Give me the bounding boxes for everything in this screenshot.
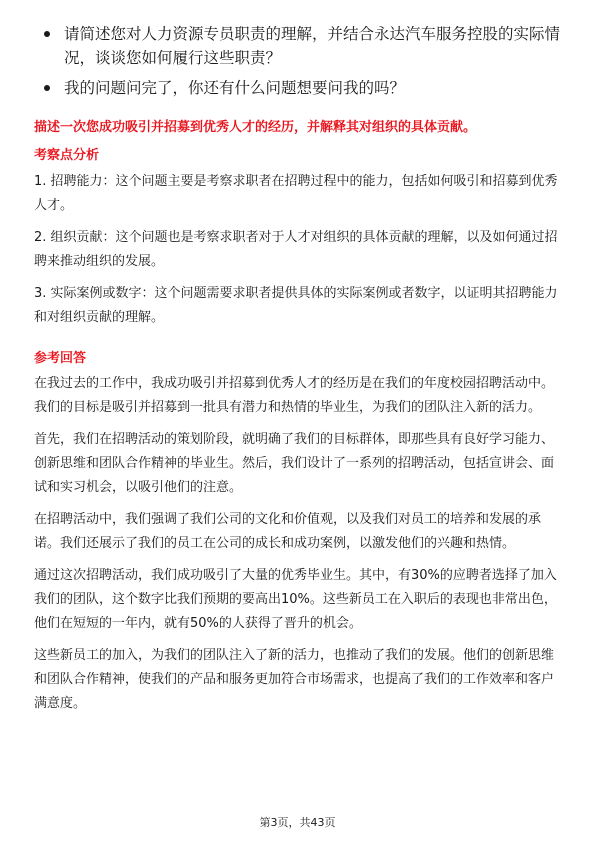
bullet-text: 我的问题问完了，你还有什么问题想要问我的吗？: [64, 79, 406, 97]
answer-paragraph: 通过这次招聘活动，我们成功吸引了大量的优秀毕业生。其中，有30%的应聘者选择了加入我们的团队，这个数字比我们预期的要高出10%。这些新员工在入职后的表现也非常出色，他们在短短的一年内，就有50%的人获得了晋升的机会。: [34, 568, 557, 631]
answer-paragraph: 首先，我们在招聘活动的策划阶段，就明确了我们的目标群体，即那些具有良好学习能力、创新思维和团队合作精神的毕业生。然后，我们设计了一系列的招聘活动，包括宣讲会、面试和实习机会，以吸引他们的注意。: [34, 432, 555, 495]
page-number: 第3页，共43页: [259, 816, 336, 829]
list-item: [40, 22, 570, 70]
answer-title: 参考回答: [34, 351, 87, 366]
bullet-dot-icon: [44, 85, 50, 91]
question-bullet-list: [40, 22, 570, 106]
answer-paragraph: 在招聘活动中，我们强调了我们公司的文化和价值观，以及我们对员工的培养和发展的承诺。我们还展示了我们的员工在公司的成长和成功案例，以激发他们的兴趣和热情。: [34, 512, 542, 551]
analysis-item: 1. 招聘能力：这个问题主要是考察求职者在招聘过程中的能力，包括如何吸引和招募到优秀人才。: [34, 174, 558, 213]
analysis-title: 考察点分析: [34, 148, 100, 163]
list-item: [40, 76, 570, 100]
bullet-text: 请简述您对人力资源专员职责的理解，并结合永达汽车服务控股的实际情况，谈谈您如何履行这些职责？: [64, 25, 561, 67]
bullet-dot-icon: [44, 31, 50, 37]
analysis-item: 2. 组织贡献：这个问题也是考察求职者对于人才对组织的具体贡献的理解，以及如何通过招聘来推动组织的发展。: [34, 230, 558, 269]
analysis-list: [34, 170, 564, 338]
interview-question-heading: 描述一次您成功吸引并招募到优秀人才的经历，并解释其对组织的具体贡献。: [34, 120, 477, 135]
answer-paragraph: 这些新员工的加入，为我们的团队注入了新的活力，也推动了我们的发展。他们的创新思维和团队合作精神，使我们的产品和服务更加符合市场需求，也提高了我们的工作效率和客户满意度。: [34, 648, 555, 711]
analysis-item: 3. 实际案例或数字：这个问题需要求职者提供具体的实际案例或者数字，以证明其招聘能力和对组织贡献的理解。: [34, 286, 558, 325]
answer-body: [34, 372, 564, 724]
answer-paragraph: 在我过去的工作中，我成功吸引并招募到优秀人才的经历是在我们的年度校园招聘活动中。我们的目标是吸引并招募到一批具有潜力和热情的毕业生，为我们的团队注入新的活力。: [34, 376, 555, 415]
